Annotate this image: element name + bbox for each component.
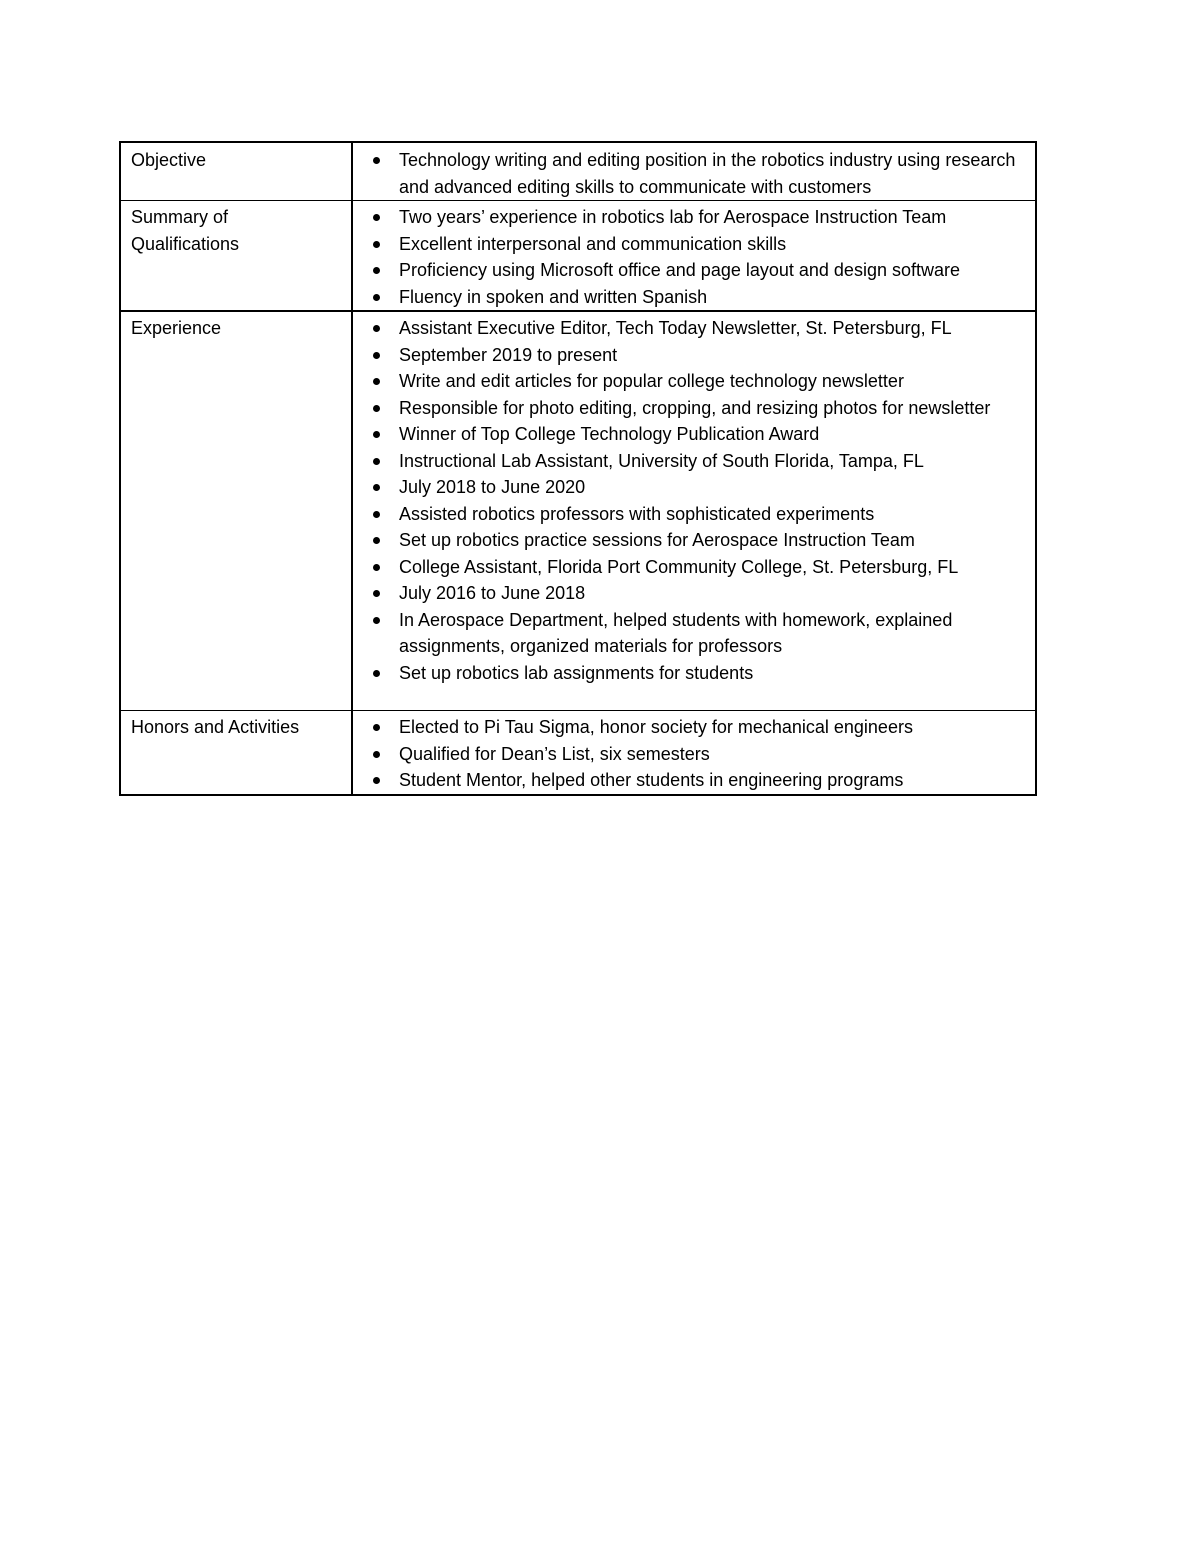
list-item [365,315,1027,342]
bullet-icon [373,724,380,731]
bullet-icon [373,267,380,274]
bullet-text: Write and edit articles for popular college technology newsletter [399,371,904,391]
bullet-list-honors [365,714,1027,794]
bullet-icon [373,590,380,597]
bullet-text: Two years’ experience in robotics lab for Aerospace Instruction Team [399,207,947,227]
bullet-text: Qualified for Dean’s List, six semesters [399,743,710,764]
list-item [365,204,1027,231]
bullet-text: Assisted robotics professors with sophisticated experiments [399,503,875,524]
bullet-icon [373,670,380,677]
bullet-icon [373,294,380,301]
section-label-cell [120,201,352,312]
bullet-list-experience [365,315,1027,686]
bullet-text: Assistant Executive Editor, Tech Today Newsletter, St. Petersburg, FL [399,318,952,338]
section-label-cell [120,142,352,201]
bullet-text: Responsible for photo editing, cropping, and resizing photos for newsletter [399,397,991,418]
bullet-icon [373,241,380,248]
section-content-cell [352,711,1036,795]
section-label-cell [120,711,352,795]
bullet-text: Elected to Pi Tau Sigma, honor society for mechanical engineers [399,717,913,737]
section-row-objective [120,142,1036,201]
bullet-text: Instructional Lab Assistant, University of South Florida, Tampa, FL [399,450,924,471]
bullet-icon [373,405,380,412]
bullet-text: Fluency in spoken and written Spanish [399,286,708,307]
section-row-summary [120,201,1036,312]
section-label-summary: Summary of Qualifications [131,207,240,254]
bullet-icon [373,484,380,491]
bullet-text: Student Mentor, helped other students in engineering programs [399,770,904,790]
list-item [365,580,1027,607]
bullet-text: September 2019 to present [399,344,618,365]
list-item [365,342,1027,369]
section-content-cell [352,201,1036,312]
bullet-icon [373,157,380,164]
section-label-objective: Objective [131,150,207,170]
section-label-honors: Honors and Activities [131,717,300,737]
list-item [365,501,1027,528]
list-item [365,660,1027,687]
section-content-cell [352,142,1036,201]
resume-table [119,141,1037,796]
bullet-text: Winner of Top College Technology Publication Award [399,424,820,444]
section-row-honors [120,711,1036,795]
bullet-text: In Aerospace Department, helped students with homework, explained assignments, organized materials for professors [399,609,953,656]
list-item [365,741,1027,768]
bullet-icon [373,751,380,758]
bullet-list-summary [365,204,1027,310]
bullet-text: July 2018 to June 2020 [399,477,586,497]
list-item [365,257,1027,284]
list-item [365,284,1027,311]
list-item [365,147,1027,200]
section-label-experience: Experience [131,318,222,338]
list-item [365,527,1027,554]
bullet-text: Set up robotics practice sessions for Aerospace Instruction Team [399,530,915,550]
list-item [365,554,1027,581]
list-item [365,767,1027,794]
list-item [365,368,1027,395]
bullet-text: Proficiency using Microsoft office and page layout and design software [399,260,960,280]
bullet-icon [373,777,380,784]
bullet-icon [373,511,380,518]
list-item [365,607,1027,660]
bullet-icon [373,431,380,438]
bullet-icon [373,214,380,221]
list-item [365,395,1027,422]
bullet-icon [373,537,380,544]
bullet-icon [373,325,380,332]
section-label-cell [120,311,352,711]
bullet-list-objective [365,147,1027,200]
section-row-experience [120,311,1036,711]
bullet-text: Technology writing and editing position in the robotics industry using research and advanced editing skills to communicate with customers [399,150,1016,197]
bullet-text: College Assistant, Florida Port Community College, St. Petersburg, FL [399,556,959,577]
list-item [365,448,1027,475]
bullet-icon [373,564,380,571]
bullet-text: July 2016 to June 2018 [399,583,586,603]
list-item [365,474,1027,501]
section-content-cell [352,311,1036,711]
bullet-icon [373,458,380,465]
bullet-text: Set up robotics lab assignments for students [399,662,754,683]
list-item [365,421,1027,448]
bullet-icon [373,617,380,624]
list-item [365,231,1027,258]
bullet-text: Excellent interpersonal and communication skills [399,233,787,254]
bullet-icon [373,378,380,385]
list-item [365,714,1027,741]
bullet-icon [373,352,380,359]
